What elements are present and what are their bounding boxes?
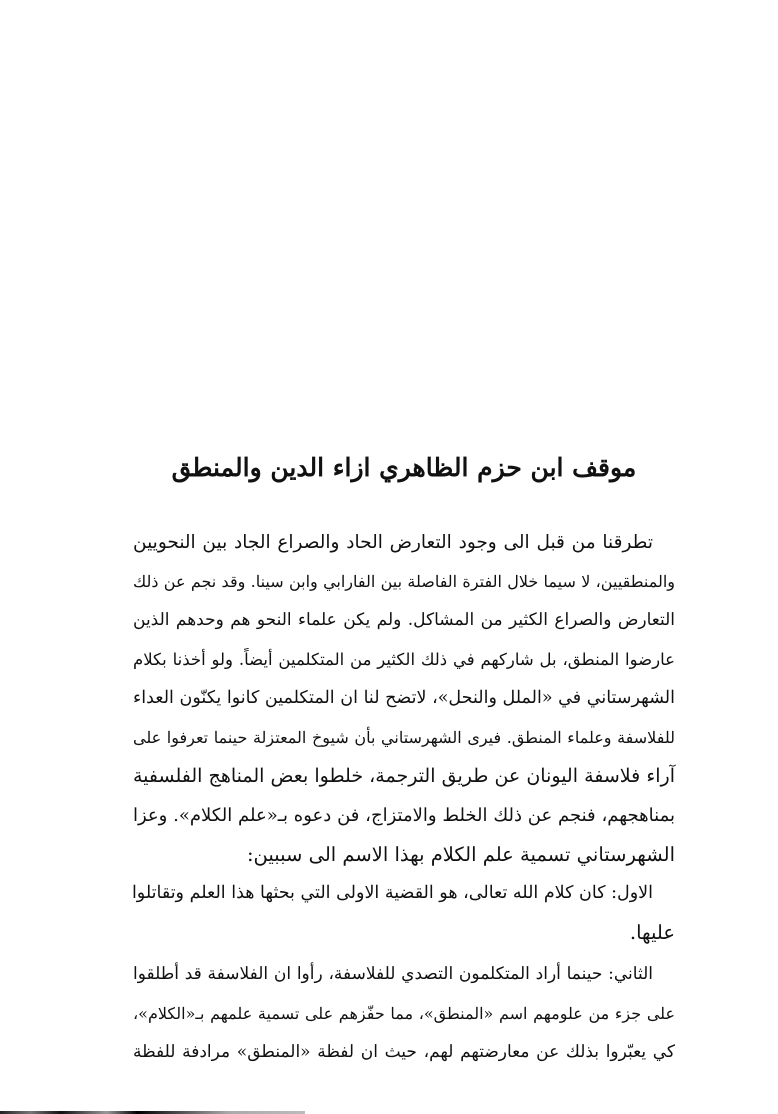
- text-line: الشهرستاني تسمية علم الكلام بهذا الاسم الى سببين:: [246, 843, 675, 866]
- text-line: على جزء من علومهم اسم «المنطق»، مما حفّزهم على تسمية علمهم بـ«الكلام»،: [133, 1004, 675, 1023]
- text-line: آراء فلاسفة اليونان عن طريق الترجمة، خلطوا بعض المناهج الفلسفية: [133, 765, 675, 787]
- text-line: بمناهجهم، فنجم عن ذلك الخلط والامتزاج، فن دعوه بـ«علم الكلام». وعزا: [133, 805, 675, 826]
- text-line: عارضوا المنطق، بل شاركهم في ذلك الكثير من المتكلمين أيضاً. ولو أخذنا بكلام: [133, 650, 675, 669]
- text-line: الثاني: حينما أراد المتكلمون التصدي للفلاسفة، رأوا ان الفلاسفة قد أطلقوا: [133, 964, 653, 984]
- text-line: التعارض والصراع الكثير من المشاكل. ولم يكن علماء النحو هم وحدهم الذين: [133, 610, 675, 630]
- body-text: [133, 523, 675, 1072]
- text-line: للفلاسفة وعلماء المنطق. فيرى الشهرستاني بأن شيوخ المعتزلة حينما تعرفوا على: [133, 728, 675, 747]
- chapter-title: موقف ابن حزم الظاهري ازاء الدين والمنطق: [171, 453, 637, 482]
- text-line: كي يعبّروا بذلك عن معارضتهم لهم، حيث ان لفظة «المنطق» مرادفة للفظة: [133, 1042, 675, 1062]
- text-line: والمنطقيين، لا سيما خلال الفترة الفاصلة بين الفارابي وابن سينا. وقد نجم عن ذلك: [133, 572, 675, 591]
- text-line: تطرقنا من قبل الى وجود التعارض الحاد والصراع الجاد بين النحويين: [133, 532, 653, 553]
- text-line: عليها.: [629, 921, 675, 944]
- text-line: الشهرستاني في «الملل والنحل»، لاتضح لنا ان المتكلمين كانوا يكنّون العداء: [133, 688, 675, 708]
- text-line: الاول: كان كلام الله تعالى، هو القضية الاولى التي بحثها هذا العلم وتقاتلوا: [131, 883, 653, 903]
